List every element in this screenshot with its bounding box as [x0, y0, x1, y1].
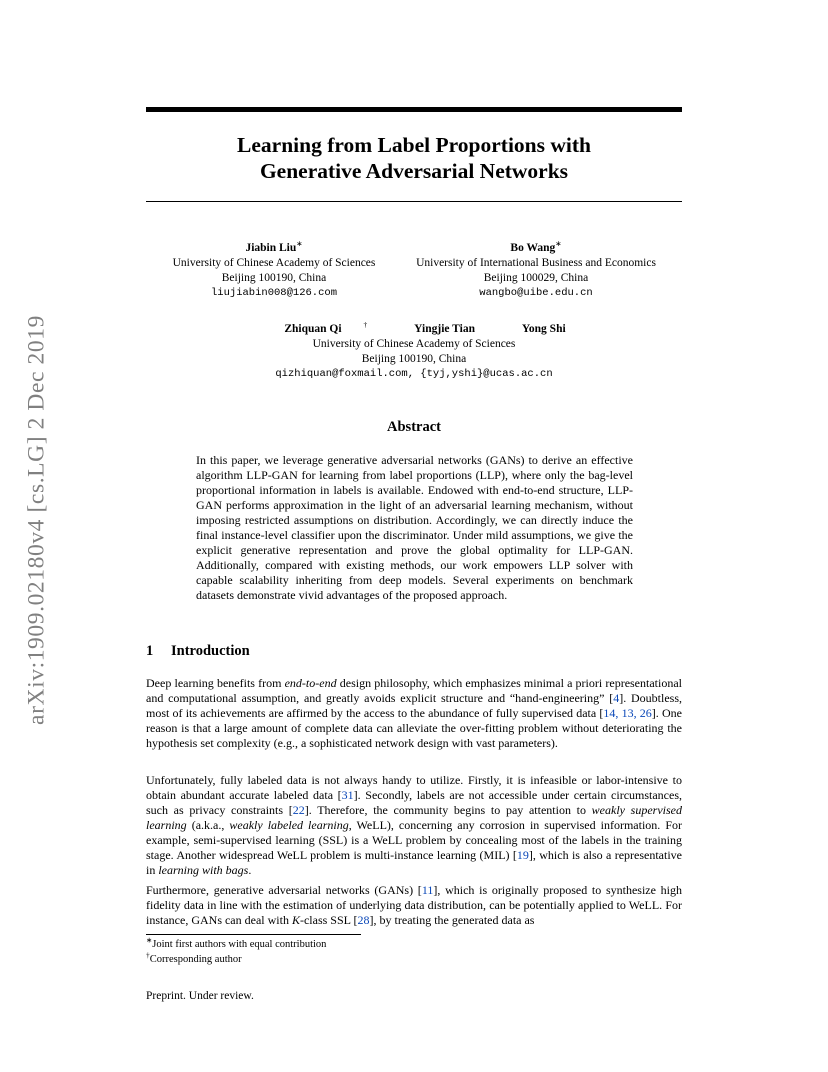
emphasis: end-to-end — [284, 676, 337, 690]
author-block-1 — [146, 241, 402, 301]
section-title: Introduction — [171, 643, 250, 659]
footnote-mark: ∗ — [146, 935, 153, 945]
author-names-row — [146, 322, 682, 337]
section-heading — [146, 643, 250, 660]
author-name: Jiabin Liu∗ — [245, 239, 303, 254]
citation-link[interactable]: 31 — [341, 788, 354, 802]
title-line-2: Generative Adversarial Networks — [259, 159, 569, 183]
author-name: Yingjie Tian — [414, 323, 475, 335]
emphasis: weakly supervised learning — [146, 803, 683, 832]
author-mark: † — [363, 320, 368, 330]
footnote-rule — [146, 934, 361, 935]
author-email: liujiabin008@126.com — [210, 287, 338, 299]
paper-title — [146, 132, 682, 184]
footnotes — [146, 937, 326, 967]
author-address: Beijing 100029, China — [483, 272, 589, 284]
author-affiliation: University of Chinese Academy of Sciences — [172, 257, 376, 269]
preprint-notice: Preprint. Under review. — [146, 990, 254, 1002]
author-name: Yong Shi — [521, 323, 566, 335]
title-line-1: Learning from Label Proportions with — [237, 133, 591, 157]
section-number: 1 — [146, 643, 154, 659]
author-name: Zhiquan Qi † — [284, 320, 368, 335]
author-affiliation: University of International Business and Economics — [416, 257, 656, 269]
title-bottom-rule — [146, 201, 682, 202]
author-mark: ∗ — [555, 239, 562, 249]
math-variable: K — [291, 913, 300, 927]
author-block-group — [146, 322, 682, 382]
footnote-1: ∗Joint first authors with equal contribution — [146, 935, 327, 950]
paragraph-3: Furthermore, generative adversarial networks (GANs) [11], which is originally proposed to synthesize high fidelity data in line with the estimation of underlying data distribution, can be potentially applied to WeLL. For instance, GANs can deal with K-class SSL [28], by treating the generated data as — [146, 883, 683, 927]
emphasis: learning with bags — [158, 863, 249, 877]
citation-link[interactable]: 14, 13, 26 — [603, 706, 652, 720]
citation-link[interactable]: 11 — [421, 883, 434, 897]
author-block-2 — [400, 241, 672, 301]
paragraph-1: Deep learning benefits from end-to-end design philosophy, which emphasizes minimal a priori representational and computational assumption, and greatly avoids explicit structure and “hand-engineering” [4]. Doubtless, most of its achievements are affirmed by the access to the abundance of fully supervised data [14, 13, 26]. One reason is that a large amount of complete data can alleviate the over-fitting problem without deteriorating the hypothesis set complexity (e.g., a sophisticated network design with vast parameters). — [146, 676, 683, 750]
author-address: Beijing 100190, China — [221, 272, 327, 284]
emphasis: weakly labeled learning — [229, 818, 349, 832]
abstract-heading: Abstract — [387, 419, 441, 435]
citation-link[interactable]: 4 — [613, 691, 620, 705]
abstract-text: In this paper, we leverage generative adversarial networks (GANs) to derive an effective algorithm LLP-GAN for learning from label proportions (LLP), where only the bag-level proportional information in labels is available. Endowed with end-to-end structure, LLP-GAN performs approximation in the light of an adversarial learning mechanism, without imposing restricted assumptions on distribution. Accordingly, we can directly induce the final instance-level classifier upon the discriminator. Under mild assumptions, we give the explicit generative representation and prove the global optimality for LLP-GAN. Additionally, compared with existing methods, our work empowers LLP solver with capable scalability inheriting from deep models. Several experiments on benchmark datasets demonstrate vivid advantages of the proposed approach. — [196, 453, 633, 602]
author-mark: ∗ — [296, 239, 303, 249]
footnote-mark: † — [146, 950, 150, 960]
footnote-2: †Corresponding author — [146, 950, 242, 965]
title-top-rule — [146, 107, 682, 112]
author-email: wangbo@uibe.edu.cn — [479, 287, 593, 299]
citation-link[interactable]: 19 — [516, 848, 529, 862]
author-address: Beijing 100190, China — [361, 353, 467, 365]
author-email: qizhiquan@foxmail.com, {tyj,yshi}@ucas.ac.cn — [275, 368, 553, 380]
paragraph-2: Unfortunately, fully labeled data is not always handy to utilize. Firstly, it is infeasible or labor-intensive to obtain abundant accurate labeled data [31]. Secondly, labels are not accessible under certain circumstances, such as privacy constraints [22]. Therefore, the community begins to pay attention to weakly supervised learning (a.k.a., weakly labeled learning, WeLL), concerning any corrosion in supervised information. For example, semi-supervised learning (SSL) is a WeLL problem by concealing most of the labels in the training stage. Another widespread WeLL problem is multi-instance learning (MIL) [19], which is also a representative in learning with bags. — [146, 773, 683, 877]
arxiv-stamp: arXiv:1909.02180v4 [cs.LG] 2 Dec 2019 — [23, 315, 50, 725]
citation-link[interactable]: 22 — [292, 803, 305, 817]
author-affiliation: University of Chinese Academy of Sciences — [312, 338, 516, 350]
citation-link[interactable]: 28 — [357, 913, 370, 927]
author-name: Bo Wang∗ — [510, 239, 562, 254]
